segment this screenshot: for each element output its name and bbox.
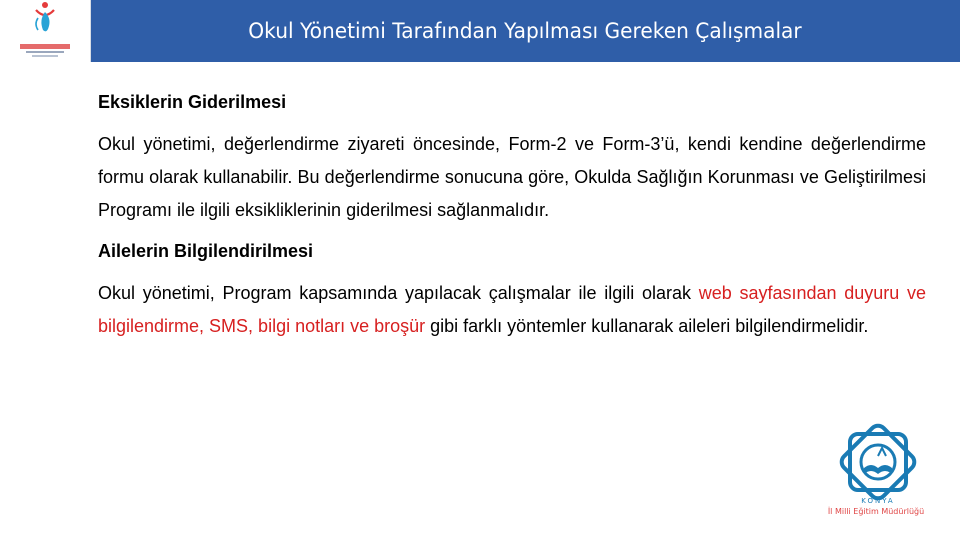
section-text-deficiencies: Okul yönetimi, değerlendirme ziyareti öncesinde, Form-2 ve Form-3’ü, kendi kendine değerlendirme formu olarak kullanabilir. Bu değerlendirme sonucuna göre, Okulda Sağlığın Korunması ve Geliştirilmesi Programı ile ilgili eksikliklerinin giderilmesi sağlanmalıdır. <box>98 134 926 220</box>
content-area <box>98 84 926 343</box>
section-text-parents-info <box>98 277 926 343</box>
ministry-logo <box>0 0 91 62</box>
ministry-of-health-logo-icon <box>0 0 90 62</box>
konya-logo-word: KONYA <box>861 497 895 505</box>
page-title: Okul Yönetimi Tarafından Yapılması Gereken Çalışmalar <box>248 19 802 43</box>
highlighted-methods-text: web sayfasından duyuru ve bilgilendirme, SMS, bilgi notları ve broşür <box>98 283 926 336</box>
section-heading-parents-info: Ailelerin Bilgilendirilmesi <box>98 241 314 261</box>
header-bar <box>0 0 960 62</box>
text-after-highlight: gibi farklı yöntemler kullanarak aileleri bilgilendirmelidir. <box>425 316 869 336</box>
text-before-highlight: Okul yönetimi, Program kapsamında yapılacak çalışmalar ile ilgili olarak <box>98 283 699 303</box>
konya-logo-subtitle: İl Milli Eğitim Müdürlüğü <box>827 507 925 516</box>
section-heading-deficiencies: Eksiklerin Giderilmesi <box>98 92 287 112</box>
